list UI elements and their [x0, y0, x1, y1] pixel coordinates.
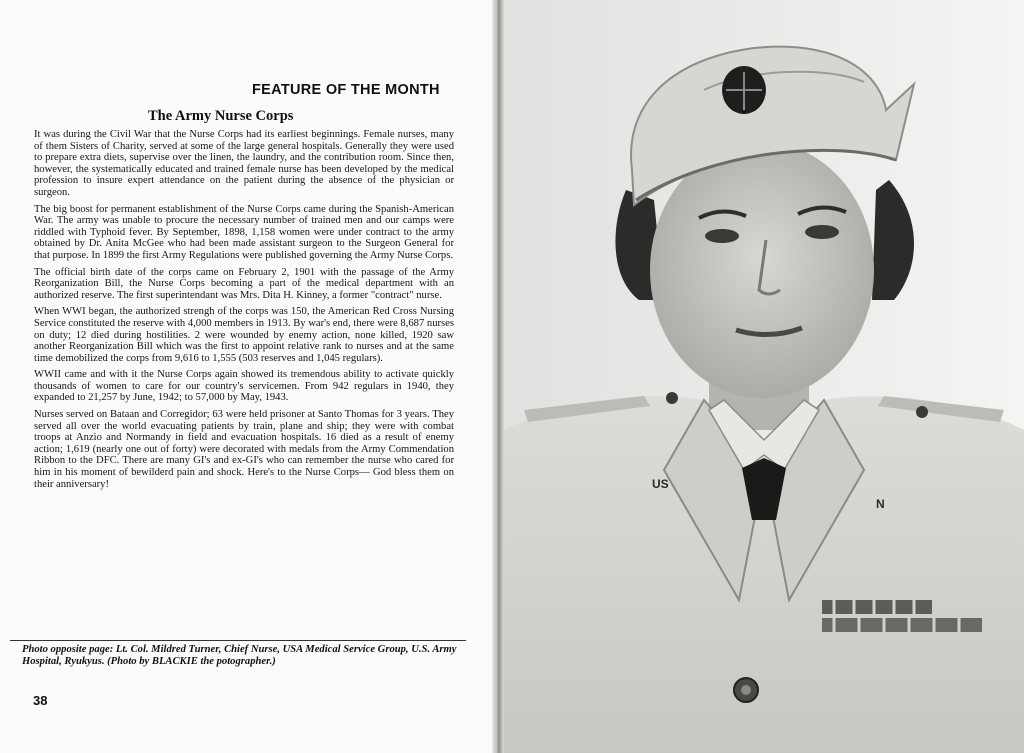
- paragraph-civil-war: It was during the Civil War that the Nurse Corps had its earliest beginnings. Female nurses, many of them Sisters of Charity, served at some of the large general hospitals. Generally they were used to prepare extra diets, supervise over the linen, the laundry, and the contribution room. Since then, however, the systematically educated and trained female nurse has been developed by the medical profession to insure expert attendance on the patient during the absence of the physician or surgeon.: [34, 129, 454, 198]
- paragraph-bataan: Nurses served on Bataan and Corregidor; 63 were held prisoner at Santo Thomas for 3 years. They served all over the world evacuating patients by train, plane and ship; they were with combat troops at Anzio and Normandy in field and evacuation hospitals. 16 died as a result of enemy action; 1,619 (nearly one out of forty) were decorated with medals from the Army Commendation Ribbon to the DFC. There are many GI's and ex-GI's who can remember the nurse who cared for him in his moment of bewilderd pain and shock. Here's to the Nurse Corps— God bless them on their anniversary!: [34, 409, 454, 490]
- feature-heading: FEATURE OF THE MONTH: [252, 82, 440, 98]
- nurse-portrait-photo: [504, 0, 1024, 753]
- collar-insignia-us: US: [652, 477, 669, 491]
- paragraph-spanish-american-war: The big boost for permanent establishment of the Nurse Corps came during the Spanish-American War. The army was unable to procure the necessary number of trained men and our camps were riddled with Typhoid fever. By September, 1898, 1,158 women were under contract to the army obtained by Dr. Anita McGee who had been made assistant surgeon to the Surgeon General for that purpose. In 1899 the first Army Regulations were published governing the Army Nurse Corps.: [34, 203, 454, 261]
- left-page: [0, 0, 496, 753]
- cap-eagle-insignia-icon: [722, 66, 766, 114]
- page-number: 38: [33, 693, 48, 708]
- collar-insignia-n: N: [876, 497, 885, 511]
- caption-divider: [10, 640, 466, 641]
- right-page: [504, 0, 1024, 753]
- paragraph-wwi: When WWI began, the authorized strengh of the corps was 150, the American Red Cross Nursing Service constituted the reserve with 4,000 members in 1913. By war's end, there were 8,687 nurses on duty; 12 died during hostilities. 2 were wounded by enemy action, none killed, 1920 saw another Reorganization Bill which was the first to appoint relative rank to nurses and at the same time demobilized the corps from 9,616 to 1,555 (503 reserves and 1,045 regulars).: [34, 306, 454, 364]
- article-title: The Army Nurse Corps: [148, 108, 294, 124]
- paragraph-official-birth: The official birth date of the corps came on February 2, 1901 with the passage of the Army Reorganization Bill, the Nurse Corps becoming a part of the medical department with an authorized reserve. The first superintendant was Mrs. Dita H. Kinney, a former "contract" nurse.: [34, 266, 454, 301]
- photo-caption: Photo opposite page: Lt. Col. Mildred Turner, Chief Nurse, USA Medical Service Group, U.S. Army Hospital, Ryukyus. (Photo by BLACKIE the potographer.): [22, 644, 457, 667]
- article-body: [34, 129, 454, 495]
- paragraph-wwii: WWII came and with it the Nurse Corps again showed its tremendous ability to activate quickly thousands of women to care for our country's servicemen. From 942 regulars in 1940, they expanded to 21,257 by June, 1942; to 57,000 by May, 1943.: [34, 369, 454, 404]
- page-gutter: [492, 0, 504, 753]
